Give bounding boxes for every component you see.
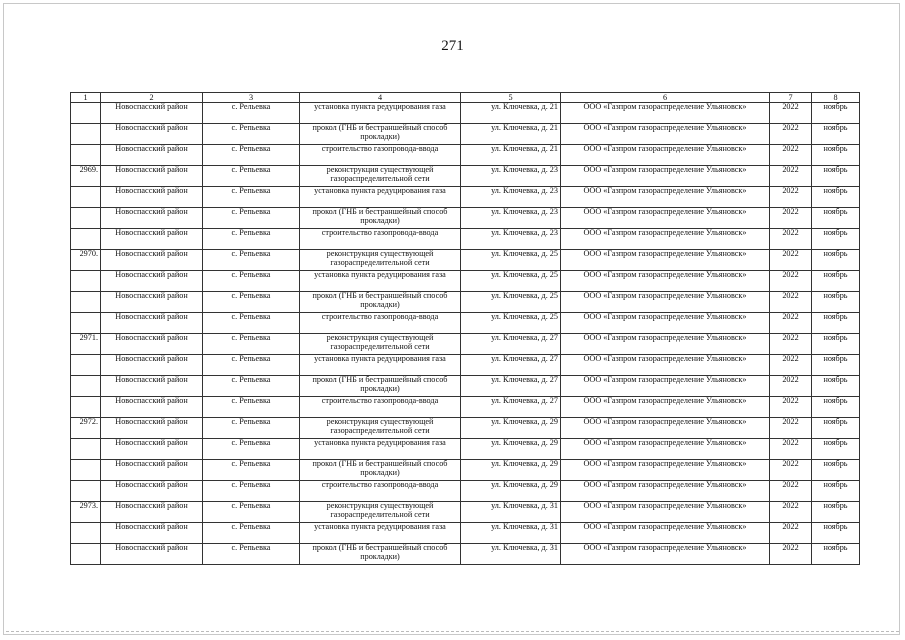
organization-cell: ООО «Газпром газораспределение Ульяновск»: [561, 313, 770, 334]
month-cell: ноябрь: [812, 502, 860, 523]
organization-cell: ООО «Газпром газораспределение Ульяновск»: [561, 145, 770, 166]
table-row: [71, 103, 860, 124]
address-cell: ул. Ключевка, д. 21: [461, 145, 561, 166]
year-cell: 2022: [770, 355, 812, 376]
organization-cell: ООО «Газпром газораспределение Ульяновск»: [561, 502, 770, 523]
work-type-cell: строительство газопровода-ввода: [300, 313, 461, 334]
table-row: [71, 397, 860, 418]
row-number-cell: [71, 187, 101, 208]
year-cell: 2022: [770, 376, 812, 397]
work-type-cell: установка пункта редуцирования газа: [300, 103, 461, 124]
month-cell: ноябрь: [812, 334, 860, 355]
village-cell: с. Репьевка: [203, 460, 300, 481]
month-cell: ноябрь: [812, 418, 860, 439]
village-cell: с. Репьевка: [203, 376, 300, 397]
village-cell: с. Репьевка: [203, 124, 300, 145]
year-cell: 2022: [770, 502, 812, 523]
work-type-cell: установка пункта редуцирования газа: [300, 523, 461, 544]
village-cell: с. Репьевка: [203, 313, 300, 334]
work-type-cell: прокол (ГНБ и бестраншейный способ прокладки): [300, 292, 461, 313]
row-number-cell: 2969.: [71, 166, 101, 187]
organization-cell: ООО «Газпром газораспределение Ульяновск»: [561, 292, 770, 313]
month-cell: ноябрь: [812, 355, 860, 376]
work-type-cell: реконструкция существующей газораспределительной сети: [300, 334, 461, 355]
table-row: [71, 271, 860, 292]
year-cell: 2022: [770, 334, 812, 355]
district-cell: Новоспасский район: [101, 460, 203, 481]
organization-cell: ООО «Газпром газораспределение Ульяновск»: [561, 481, 770, 502]
row-number-cell: [71, 103, 101, 124]
year-cell: 2022: [770, 208, 812, 229]
year-cell: 2022: [770, 250, 812, 271]
year-cell: 2022: [770, 292, 812, 313]
month-cell: ноябрь: [812, 397, 860, 418]
district-cell: Новоспасский район: [101, 187, 203, 208]
month-cell: ноябрь: [812, 145, 860, 166]
organization-cell: ООО «Газпром газораспределение Ульяновск»: [561, 355, 770, 376]
work-type-cell: реконструкция существующей газораспределительной сети: [300, 250, 461, 271]
column-header: 8: [812, 93, 860, 103]
table-row: [71, 418, 860, 439]
village-cell: с. Репьевка: [203, 355, 300, 376]
organization-cell: ООО «Газпром газораспределение Ульяновск»: [561, 271, 770, 292]
month-cell: ноябрь: [812, 103, 860, 124]
district-cell: Новоспасский район: [101, 523, 203, 544]
district-cell: Новоспасский район: [101, 439, 203, 460]
table-row: [71, 376, 860, 397]
district-cell: Новоспасский район: [101, 208, 203, 229]
table-row: [71, 292, 860, 313]
year-cell: 2022: [770, 397, 812, 418]
work-type-cell: прокол (ГНБ и бестраншейный способ прокладки): [300, 208, 461, 229]
table-row: [71, 313, 860, 334]
table-row: [71, 439, 860, 460]
column-header: 2: [101, 93, 203, 103]
organization-cell: ООО «Газпром газораспределение Ульяновск»: [561, 250, 770, 271]
year-cell: 2022: [770, 145, 812, 166]
address-cell: ул. Ключевка, д. 29: [461, 418, 561, 439]
table-row: [71, 355, 860, 376]
year-cell: 2022: [770, 187, 812, 208]
page-number: 271: [441, 38, 464, 54]
row-number-cell: [71, 124, 101, 145]
table-row: [71, 544, 860, 565]
month-cell: ноябрь: [812, 271, 860, 292]
work-type-cell: прокол (ГНБ и бестраншейный способ прокладки): [300, 124, 461, 145]
table-row: [71, 523, 860, 544]
district-cell: Новоспасский район: [101, 124, 203, 145]
address-cell: ул. Ключевка, д. 29: [461, 439, 561, 460]
work-type-cell: реконструкция существующей газораспределительной сети: [300, 418, 461, 439]
district-cell: Новоспасский район: [101, 355, 203, 376]
address-cell: ул. Ключевка, д. 29: [461, 481, 561, 502]
organization-cell: ООО «Газпром газораспределение Ульяновск»: [561, 397, 770, 418]
month-cell: ноябрь: [812, 439, 860, 460]
address-cell: ул. Ключевка, д. 27: [461, 355, 561, 376]
village-cell: с. Репьевка: [203, 250, 300, 271]
work-type-cell: строительство газопровода-ввода: [300, 397, 461, 418]
district-cell: Новоспасский район: [101, 481, 203, 502]
village-cell: с. Репьевка: [203, 229, 300, 250]
year-cell: 2022: [770, 103, 812, 124]
column-header: 6: [561, 93, 770, 103]
village-cell: с. Репьевка: [203, 145, 300, 166]
village-cell: с. Репьевка: [203, 292, 300, 313]
table-row: [71, 481, 860, 502]
row-number-cell: [71, 229, 101, 250]
table-row: [71, 187, 860, 208]
address-cell: ул. Ключевка, д. 27: [461, 376, 561, 397]
organization-cell: ООО «Газпром газораспределение Ульяновск»: [561, 523, 770, 544]
registry-table: [70, 92, 860, 565]
month-cell: ноябрь: [812, 313, 860, 334]
scan-edge-line: [6, 631, 899, 633]
address-cell: ул. Ключевка, д. 23: [461, 166, 561, 187]
row-number-cell: 2973.: [71, 502, 101, 523]
table-row: [71, 208, 860, 229]
district-cell: Новоспасский район: [101, 145, 203, 166]
month-cell: ноябрь: [812, 292, 860, 313]
row-number-cell: [71, 292, 101, 313]
organization-cell: ООО «Газпром газораспределение Ульяновск»: [561, 229, 770, 250]
address-cell: ул. Ключевка, д. 23: [461, 229, 561, 250]
year-cell: 2022: [770, 313, 812, 334]
year-cell: 2022: [770, 544, 812, 565]
month-cell: ноябрь: [812, 481, 860, 502]
district-cell: Новоспасский район: [101, 334, 203, 355]
row-number-cell: [71, 481, 101, 502]
organization-cell: ООО «Газпром газораспределение Ульяновск»: [561, 208, 770, 229]
year-cell: 2022: [770, 481, 812, 502]
month-cell: ноябрь: [812, 376, 860, 397]
village-cell: с. Репьевка: [203, 439, 300, 460]
column-header: 3: [203, 93, 300, 103]
district-cell: Новоспасский район: [101, 418, 203, 439]
organization-cell: ООО «Газпром газораспределение Ульяновск»: [561, 166, 770, 187]
organization-cell: ООО «Газпром газораспределение Ульяновск»: [561, 124, 770, 145]
month-cell: ноябрь: [812, 229, 860, 250]
district-cell: Новоспасский район: [101, 313, 203, 334]
address-cell: ул. Ключевка, д. 25: [461, 313, 561, 334]
district-cell: Новоспасский район: [101, 397, 203, 418]
year-cell: 2022: [770, 439, 812, 460]
organization-cell: ООО «Газпром газораспределение Ульяновск»: [561, 103, 770, 124]
work-type-cell: установка пункта редуцирования газа: [300, 187, 461, 208]
address-cell: ул. Ключевка, д. 21: [461, 103, 561, 124]
month-cell: ноябрь: [812, 166, 860, 187]
village-cell: с. Репьевка: [203, 481, 300, 502]
village-cell: с. Репьевка: [203, 187, 300, 208]
column-header: 7: [770, 93, 812, 103]
work-type-cell: реконструкция существующей газораспределительной сети: [300, 166, 461, 187]
organization-cell: ООО «Газпром газораспределение Ульяновск»: [561, 376, 770, 397]
year-cell: 2022: [770, 271, 812, 292]
month-cell: ноябрь: [812, 124, 860, 145]
organization-cell: ООО «Газпром газораспределение Ульяновск»: [561, 544, 770, 565]
village-cell: с. Репьевка: [203, 334, 300, 355]
address-cell: ул. Ключевка, д. 27: [461, 334, 561, 355]
district-cell: Новоспасский район: [101, 376, 203, 397]
work-type-cell: строительство газопровода-ввода: [300, 481, 461, 502]
month-cell: ноябрь: [812, 460, 860, 481]
village-cell: с. Репьевка: [203, 523, 300, 544]
table-row: [71, 145, 860, 166]
row-number-cell: [71, 376, 101, 397]
organization-cell: ООО «Газпром газораспределение Ульяновск»: [561, 187, 770, 208]
work-type-cell: установка пункта редуцирования газа: [300, 271, 461, 292]
village-cell: с. Рельевка: [203, 103, 300, 124]
row-number-cell: 2970.: [71, 250, 101, 271]
work-type-cell: строительство газопровода-ввода: [300, 229, 461, 250]
address-cell: ул. Ключевка, д. 31: [461, 544, 561, 565]
month-cell: ноябрь: [812, 250, 860, 271]
row-number-cell: [71, 355, 101, 376]
row-number-cell: [71, 208, 101, 229]
address-cell: ул. Ключевка, д. 21: [461, 124, 561, 145]
village-cell: с. Репьевка: [203, 418, 300, 439]
village-cell: с. Репьевка: [203, 502, 300, 523]
table-row: [71, 460, 860, 481]
work-type-cell: строительство газопровода-ввода: [300, 145, 461, 166]
month-cell: ноябрь: [812, 523, 860, 544]
month-cell: ноябрь: [812, 187, 860, 208]
address-cell: ул. Ключевка, д. 23: [461, 208, 561, 229]
address-cell: ул. Ключевка, д. 25: [461, 292, 561, 313]
table-row: [71, 334, 860, 355]
organization-cell: ООО «Газпром газораспределение Ульяновск»: [561, 334, 770, 355]
work-type-cell: прокол (ГНБ и бестраншейный способ прокладки): [300, 460, 461, 481]
month-cell: ноябрь: [812, 544, 860, 565]
district-cell: Новоспасский район: [101, 502, 203, 523]
row-number-cell: [71, 460, 101, 481]
table-row: [71, 502, 860, 523]
village-cell: с. Репьевка: [203, 271, 300, 292]
month-cell: ноябрь: [812, 208, 860, 229]
table-row: [71, 166, 860, 187]
address-cell: ул. Ключевка, д. 29: [461, 460, 561, 481]
year-cell: 2022: [770, 523, 812, 544]
village-cell: с. Репьевка: [203, 397, 300, 418]
row-number-cell: 2972.: [71, 418, 101, 439]
address-cell: ул. Ключевка, д. 23: [461, 187, 561, 208]
address-cell: ул. Ключевка, д. 31: [461, 523, 561, 544]
column-header: 5: [461, 93, 561, 103]
year-cell: 2022: [770, 460, 812, 481]
table-row: [71, 250, 860, 271]
row-number-cell: [71, 271, 101, 292]
organization-cell: ООО «Газпром газораспределение Ульяновск»: [561, 418, 770, 439]
row-number-cell: [71, 145, 101, 166]
village-cell: с. Репьевка: [203, 166, 300, 187]
work-type-cell: реконструкция существующей газораспределительной сети: [300, 502, 461, 523]
district-cell: Новоспасский район: [101, 166, 203, 187]
work-type-cell: установка пункта редуцирования газа: [300, 355, 461, 376]
table-row: [71, 229, 860, 250]
organization-cell: ООО «Газпром газораспределение Ульяновск»: [561, 460, 770, 481]
work-type-cell: прокол (ГНБ и бестраншейный способ прокладки): [300, 544, 461, 565]
row-number-cell: [71, 397, 101, 418]
year-cell: 2022: [770, 418, 812, 439]
table-header-row: [71, 93, 860, 103]
address-cell: ул. Ключевка, д. 27: [461, 397, 561, 418]
district-cell: Новоспасский район: [101, 250, 203, 271]
district-cell: Новоспасский район: [101, 544, 203, 565]
year-cell: 2022: [770, 229, 812, 250]
row-number-cell: 2971.: [71, 334, 101, 355]
village-cell: с. Репьевка: [203, 208, 300, 229]
row-number-cell: [71, 544, 101, 565]
district-cell: Новоспасский район: [101, 271, 203, 292]
address-cell: ул. Ключевка, д. 25: [461, 250, 561, 271]
district-cell: Новоспасский район: [101, 229, 203, 250]
column-header: 1: [71, 93, 101, 103]
year-cell: 2022: [770, 166, 812, 187]
district-cell: Новоспасский район: [101, 103, 203, 124]
year-cell: 2022: [770, 124, 812, 145]
row-number-cell: [71, 523, 101, 544]
work-type-cell: установка пункта редуцирования газа: [300, 439, 461, 460]
address-cell: ул. Ключевка, д. 31: [461, 502, 561, 523]
row-number-cell: [71, 439, 101, 460]
column-header: 4: [300, 93, 461, 103]
address-cell: ул. Ключевка, д. 25: [461, 271, 561, 292]
organization-cell: ООО «Газпром газораспределение Ульяновск»: [561, 439, 770, 460]
district-cell: Новоспасский район: [101, 292, 203, 313]
row-number-cell: [71, 313, 101, 334]
village-cell: с. Репьевка: [203, 544, 300, 565]
table-row: [71, 124, 860, 145]
work-type-cell: прокол (ГНБ и бестраншейный способ прокладки): [300, 376, 461, 397]
